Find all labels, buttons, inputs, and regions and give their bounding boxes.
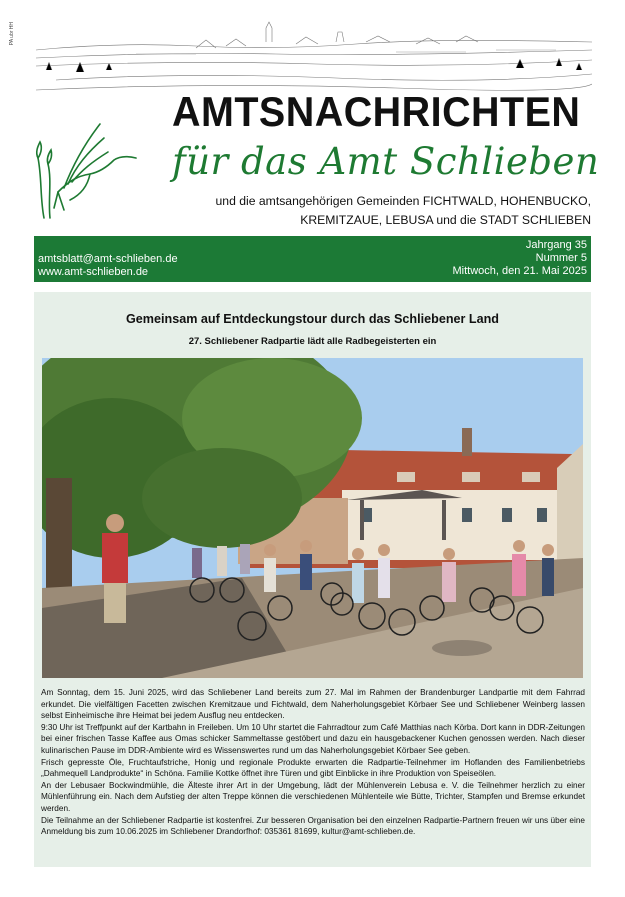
communities-line-1: und die amtsangehörigen Gemeinden FICHTWALD, HOHENBUCKO, [215, 194, 591, 208]
newspaper-subtitle: für das Amt Schlieben [172, 140, 600, 183]
cyclists-group-photo [42, 358, 583, 678]
contact-website[interactable]: www.amt-schlieben.de [38, 266, 149, 278]
member-communities [191, 192, 591, 230]
newspaper-title: AMTSNACHRICHTEN [172, 88, 581, 135]
article-paragraph: An der Lebusaer Bockwindmühle, die Älteste ihrer Art in der Umgebung, lädt der Mühlenverein Lebusa e. V. die Teilnehmer herzlich zu einer Mühlenführung ein. Nach dem Aufstieg der alten Treppe können die verschiedenen Mühlenteile wie Bütte, Trichter, Stampfen und Bremse erkundet werden. [41, 780, 585, 813]
info-bar [34, 236, 591, 282]
article-paragraph: 9:30 Uhr ist Treffpunkt auf der Kartbahn in Freileben. Um 10 Uhr startet die Fahrradtour zum Café Matthias nach Körba. Dort kann in DDR-Zeitungen bei einer frischen Tasse Kaffee aus Omas schicker Sammeltasse gestöbert und dazu ein hausgebackener Kuchen genossen werden. Nach dieser kulinarischen Pause im DDR-Ambiente wird es Wissenswertes rund um das Naherholungsgebiet Körbaer See geben. [41, 722, 585, 755]
communities-line-2: KREMITZAUE, LEBUSA und die STADT SCHLIEBEN [300, 213, 591, 227]
article-paragraph: Am Sonntag, dem 15. Juni 2025, wird das Schliebener Land bereits zum 27. Mal im Rahmen der Brandenburger Landpartie mit dem Fahrrad erkundet. Die vielfältigen Facetten zwischen Kremitzaue und Fichtwald, dem Naherholungsgebiet Körbaer See und Schliebener Weinberg lassen selbst Einheimische ihre Heimat bei jedem Ausflug neu entdecken. [41, 688, 585, 721]
issue-date: Mittwoch, den 21. Mai 2025 [452, 265, 587, 277]
article-paragraph: Die Teilnahme an der Schliebener Radpartie ist kostenfrei. Zur besseren Organisation bei den einzelnen Radpartie-Partnern freuen wir uns über eine Anmeldung bis zum 10.06.2025 im Schliebener Drandorfhof: 035361 81699, kultur@amt-schlieben.de. [41, 815, 585, 837]
issue-volume: Jahrgang 35 [525, 239, 587, 251]
article-paragraph: Frisch gepresste Öle, Fruchtaufstriche, Honig und regionale Produkte erwarten die Radpartie-Teilnehmer im Hoflanden des Familienbetriebs „Dahmequell Landprodukte“ in Schöna. Familie Kottke öffnet ihre Türen und gibt Einblicke in ihre Produktion von Speiseölen. [41, 757, 585, 779]
issue-number: Nummer 5 [535, 252, 587, 264]
article-subheadline: 27. Schliebener Radpartie lädt alle Radbegeisterten ein [188, 336, 437, 347]
article-body [41, 687, 585, 838]
lead-article-panel [34, 292, 591, 867]
contact-email[interactable]: amtsblatt@amt-schlieben.de [38, 253, 178, 265]
article-headline: Gemeinsam auf Entdeckungstour durch das Schliebener Land [126, 312, 499, 326]
town-skyline-illustration [36, 20, 592, 98]
print-code: PA ubr HH [9, 22, 15, 46]
heron-logo-icon [30, 118, 142, 222]
